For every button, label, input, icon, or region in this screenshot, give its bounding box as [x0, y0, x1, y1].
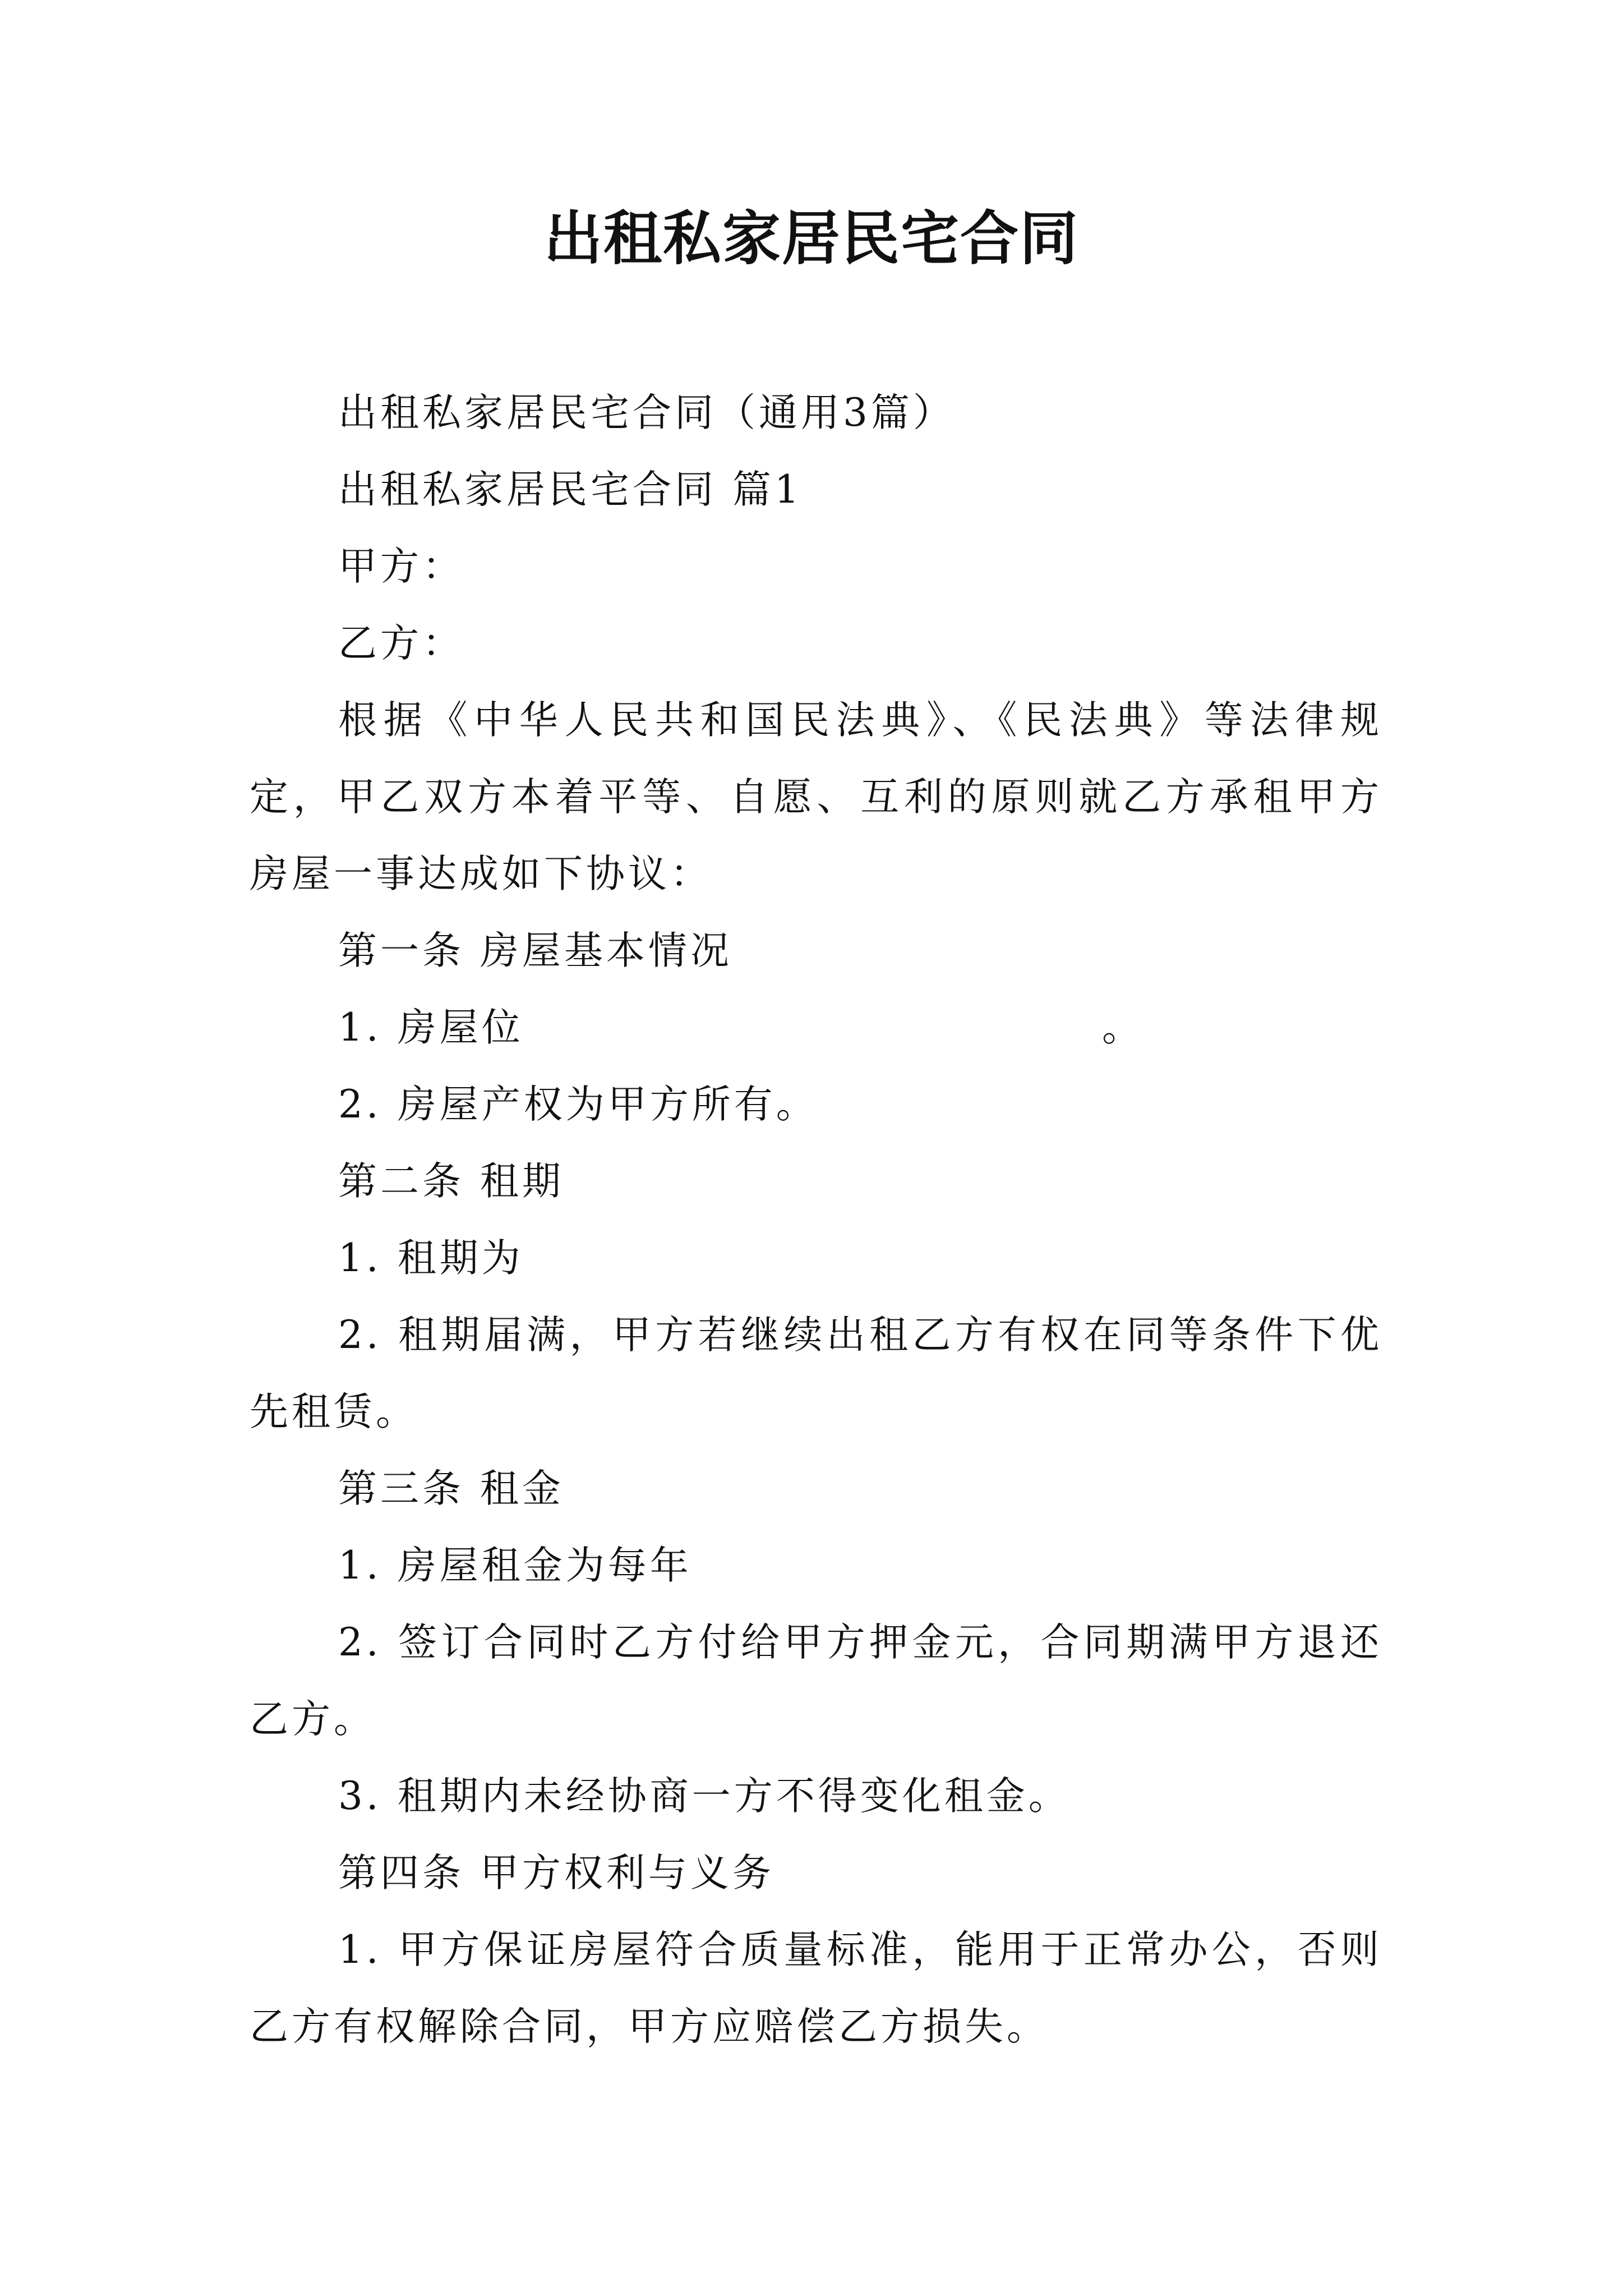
document-body: [250, 375, 1382, 2065]
paragraph-party-a: 甲方：: [338, 544, 464, 589]
blank-trailing-mark: 。: [1102, 1005, 1144, 1050]
paragraph-article-3: 第三条 租金: [338, 1466, 564, 1511]
paragraph-article-3-item-3: 3. 租期内未经协商一方不得变化租金。: [338, 1774, 1071, 1819]
paragraph-article-1: 第一条 房屋基本情况: [338, 928, 732, 973]
paragraph-article-4-item-1: 1. 甲方保证房屋符合质量标准，能用于正常办公，否则乙方有权解除合同，甲方应赔偿乙方损失。: [250, 1927, 1382, 2049]
paragraph-article-3-item-1: 1. 房屋租金为每年: [338, 1543, 692, 1588]
paragraph-article-2-item-1: 1. 租期为: [338, 1236, 524, 1281]
paragraph-section-heading: 出租私家居民宅合同 篇1: [338, 467, 803, 512]
paragraph-article-1-item-1: [250, 990, 1382, 1066]
paragraph-article-4: 第四条 甲方权利与义务: [338, 1851, 774, 1895]
paragraph-article-2: 第二条 租期: [338, 1159, 564, 1204]
item-text: 1. 房屋位: [338, 1005, 524, 1050]
paragraph-preamble: 根据《中华人民共和国民法典》、《民法典》等法律规定，甲乙双方本着平等、自愿、互利的原则就乙方承租甲方房屋一事达成如下协议：: [250, 698, 1382, 896]
paragraph-article-1-item-2: 2. 房屋产权为甲方所有。: [338, 1082, 818, 1127]
document-title: 出租私家居民宅合同: [543, 204, 1079, 273]
paragraph-article-2-item-2: 2. 租期届满，甲方若继续出租乙方有权在同等条件下优先租赁。: [250, 1313, 1382, 1434]
paragraph-article-3-item-2: 2. 签订合同时乙方付给甲方押金元，合同期满甲方退还乙方。: [250, 1620, 1382, 1742]
paragraph-subtitle: 出租私家居民宅合同（通用3篇）: [338, 390, 955, 435]
paragraph-party-b: 乙方：: [338, 621, 464, 666]
